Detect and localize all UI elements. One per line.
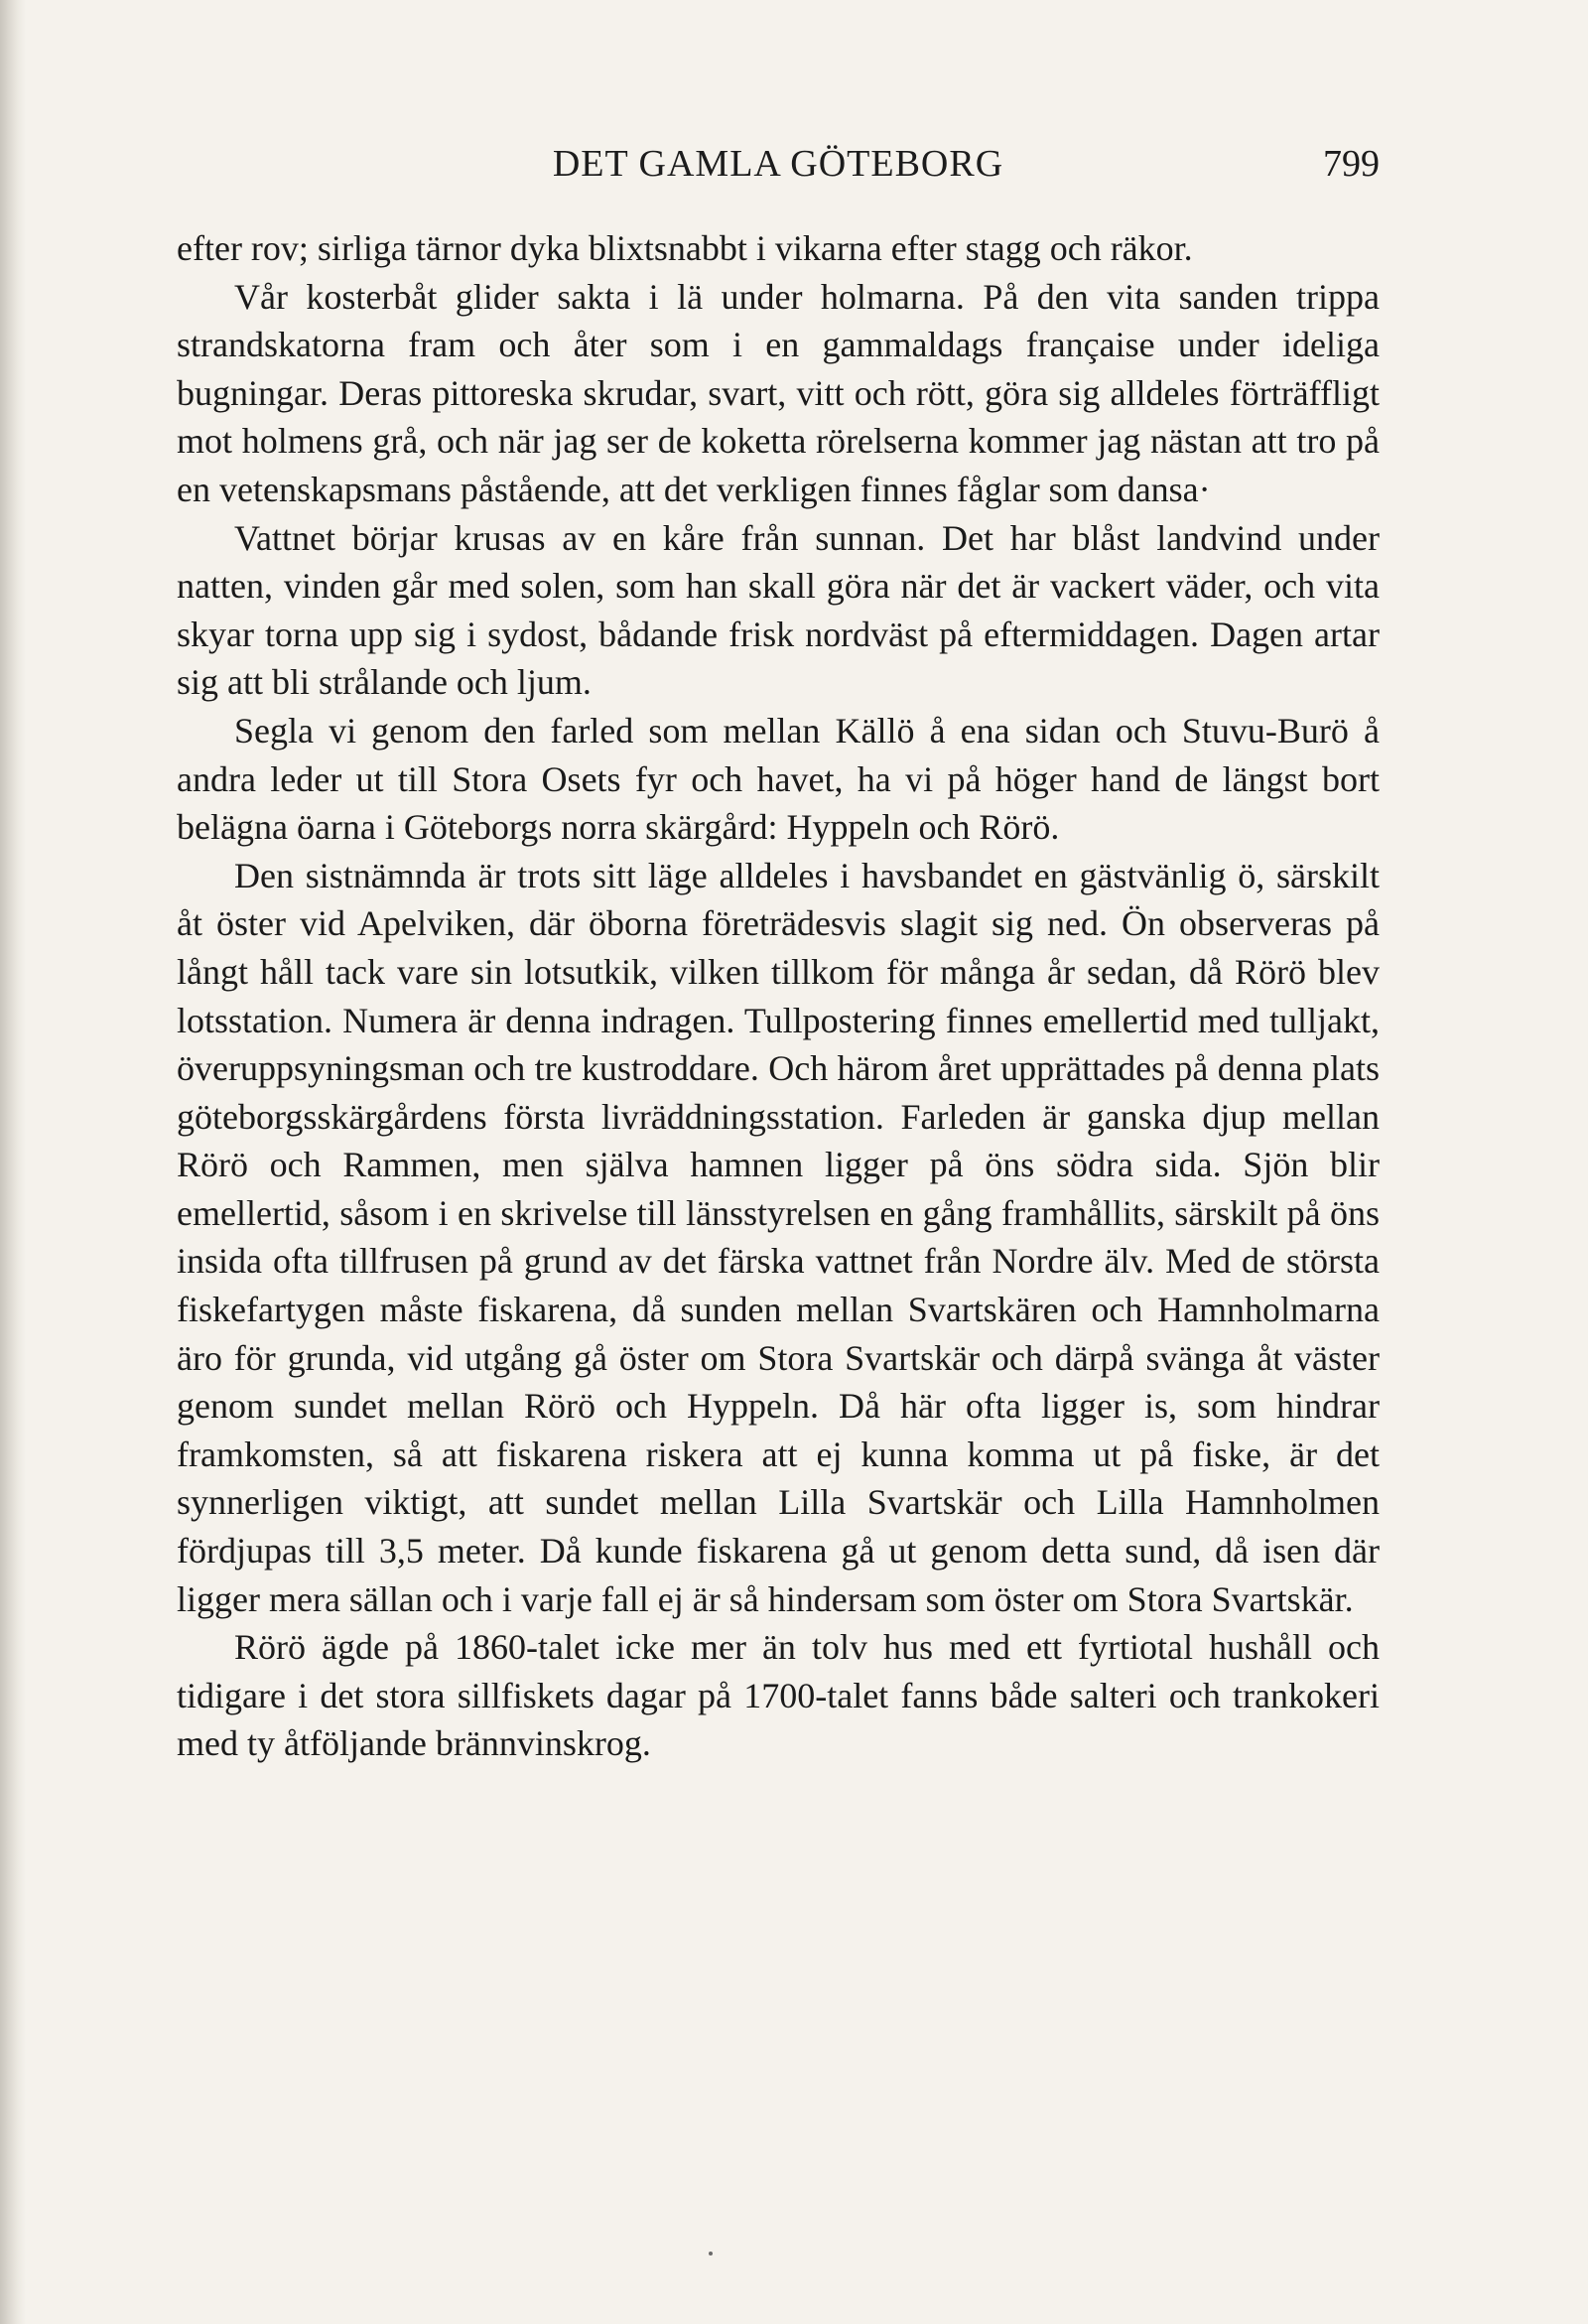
paper-speck [709,2252,713,2256]
body-text [177,224,1380,1768]
paragraph-continuation: efter rov; sirliga tärnor dyka blixtsnabbt i vikarna efter stagg och räkor. [177,228,1193,268]
paragraph: Rörö ägde på 1860-talet icke mer än tolv hus med ett fyrtiotal hushåll och tidigare i det stora sillfiskets dagar på 1700-talet fanns både salteri och trankokeri med ty åtföljande brännvinskrog. [177,1627,1380,1764]
running-title: DET GAMLA GÖTEBORG [552,143,1004,185]
paragraph: Den sistnämnda är trots sitt läge alldeles i havsbandet en gästvänlig ö, särskilt åt öster vid Apelviken, där öborna företrädesvis slagit sig ned. Ön observeras på långt håll tack vare sin lotsutkik, vilken tillkom för många år sedan, då Rörö blev lotsstation. Numera är denna indragen. Tullpostering finnes emellertid med tulljakt, överuppsyningsman och tre kustroddare. Och härom året upprättades på denna plats göteborgsskärgårdens första livräddningsstation. Farleden är ganska djup mellan Rörö och Rammen, men själva hamnen ligger på öns södra sida. Sjön blir emellertid, såsom i en skrivelse till länsstyrelsen en gång framhållits, särskilt på öns insida ofta tillfrusen på grund av det färska vattnet från Nordre älv. Med de största fiskefartygen måste fiskarena, då sunden mellan Svartskären och Hamnholmarna äro för grunda, vid utgång gå öster om Stora Svartskär och därpå svänga åt väster genom sundet mellan Rörö och Hyppeln. Då här ofta ligger is, som hindrar framkomsten, så att fiskarena riskera att ej kunna komma ut på fiske, är det synnerligen viktigt, att sundet mellan Lilla Svartskär och Lilla Hamnholmen fördjupas till 3,5 meter. Då kunde fiskarena gå ut genom detta sund, då isen där ligger mera sällan och i varje fall ej är så hindersam som öster om Stora Svartskär. [177,855,1380,1619]
paragraph: Vattnet börjar krusas av en kåre från sunnan. Det har blåst landvind under natten, vinden går med solen, som han skall göra när det är vackert väder, och vita skyar torna upp sig i sydost, bådande frisk nordväst på eftermiddagen. Dagen artar sig att bli strålande och ljum. [177,517,1380,703]
paragraph: Segla vi genom den farled som mellan Källö å ena sidan och Stuvu-Burö å andra leder ut till Stora Osets fyr och havet, ha vi på höger hand de längst bort belägna öarna i Göteborgs norra skärgård: Hyppeln och Rörö. [177,710,1380,848]
page-gutter-shadow [0,0,26,2324]
paragraph: Vår kosterbåt glider sakta i lä under holmarna. På den vita sanden trippa strandskatorna fram och åter som i en gammaldags française under ideliga bugningar. Deras pittoreska skrudar, svart, vitt och rött, göra sig alldeles förträffligt mot holmens grå, och när jag ser de koketta rörelserna kommer jag nästan att tro på en vetenskapsmans påstående, att det verkligen finnes fåglar som dansa· [177,276,1380,509]
running-header [177,139,1380,189]
page-number: 799 [1323,143,1380,185]
